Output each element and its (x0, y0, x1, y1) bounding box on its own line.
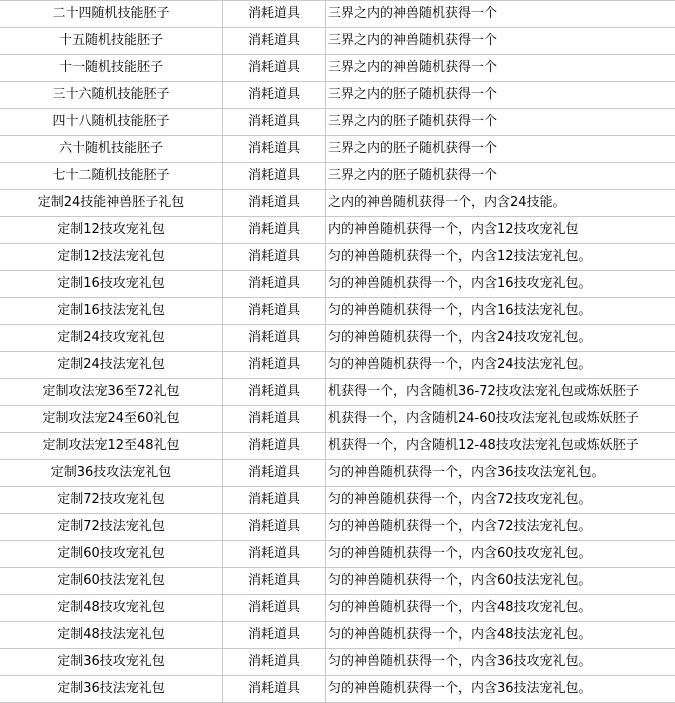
table-row[interactable] (0, 298, 675, 325)
table-row[interactable] (0, 325, 675, 352)
item-type-cell[interactable]: 消耗道具 (223, 433, 326, 460)
item-desc-cell[interactable]: 匀的神兽随机获得一个，内含12技法宠礼包。 (326, 244, 675, 271)
table-row[interactable] (0, 649, 675, 676)
item-desc-cell[interactable]: 三界之内的神兽随机获得一个 (326, 1, 675, 28)
item-desc-cell[interactable]: 三界之内的胚子随机获得一个 (326, 163, 675, 190)
item-desc-cell[interactable]: 匀的神兽随机获得一个，内含24技攻宠礼包。 (326, 325, 675, 352)
item-name-cell[interactable]: 定制24技能神兽胚子礼包 (0, 190, 223, 217)
item-name-cell[interactable]: 定制攻法宠24至60礼包 (0, 406, 223, 433)
item-type-cell[interactable]: 消耗道具 (223, 379, 326, 406)
item-desc-cell[interactable]: 匀的神兽随机获得一个，内含48技攻宠礼包。 (326, 595, 675, 622)
table-row[interactable] (0, 622, 675, 649)
item-desc-cell[interactable]: 三界之内的胚子随机获得一个 (326, 109, 675, 136)
item-desc-cell[interactable]: 机获得一个，内含随机24-60技攻法宠礼包或炼妖胚子 (326, 406, 675, 433)
item-desc-cell[interactable]: 三界之内的神兽随机获得一个 (326, 55, 675, 82)
item-name-cell[interactable]: 定制攻法宠36至72礼包 (0, 379, 223, 406)
item-name-cell[interactable]: 定制12技法宠礼包 (0, 244, 223, 271)
table-row[interactable] (0, 595, 675, 622)
table-row[interactable] (0, 190, 675, 217)
item-desc-cell[interactable]: 三界之内的胚子随机获得一个 (326, 136, 675, 163)
table-row[interactable] (0, 28, 675, 55)
table-row[interactable] (0, 217, 675, 244)
item-type-cell[interactable]: 消耗道具 (223, 568, 326, 595)
item-desc-cell[interactable]: 机获得一个，内含随机12-48技攻法宠礼包或炼妖胚子 (326, 433, 675, 460)
item-type-cell[interactable]: 消耗道具 (223, 460, 326, 487)
item-name-cell[interactable]: 定制36技攻宠礼包 (0, 649, 223, 676)
item-desc-cell[interactable]: 匀的神兽随机获得一个，内含48技法宠礼包。 (326, 622, 675, 649)
item-name-cell[interactable]: 定制48技攻宠礼包 (0, 595, 223, 622)
item-type-cell[interactable]: 消耗道具 (223, 136, 326, 163)
item-desc-cell[interactable]: 匀的神兽随机获得一个，内含24技法宠礼包。 (326, 352, 675, 379)
item-type-cell[interactable]: 消耗道具 (223, 244, 326, 271)
item-type-cell[interactable]: 消耗道具 (223, 28, 326, 55)
item-type-cell[interactable]: 消耗道具 (223, 1, 326, 28)
item-name-cell[interactable]: 定制12技攻宠礼包 (0, 217, 223, 244)
item-desc-cell[interactable]: 内的神兽随机获得一个，内含12技攻宠礼包 (326, 217, 675, 244)
item-name-cell[interactable]: 定制48技法宠礼包 (0, 622, 223, 649)
item-name-cell[interactable]: 二十四随机技能胚子 (0, 1, 223, 28)
item-desc-cell[interactable]: 匀的神兽随机获得一个，内含60技攻宠礼包。 (326, 541, 675, 568)
table-body (0, 1, 675, 703)
table-row[interactable] (0, 1, 675, 28)
item-type-cell[interactable]: 消耗道具 (223, 271, 326, 298)
item-type-cell[interactable]: 消耗道具 (223, 649, 326, 676)
item-name-cell[interactable]: 十一随机技能胚子 (0, 55, 223, 82)
item-name-cell[interactable]: 六十随机技能胚子 (0, 136, 223, 163)
table-row[interactable] (0, 487, 675, 514)
table-row[interactable] (0, 541, 675, 568)
item-desc-cell[interactable]: 匀的神兽随机获得一个，内含36技法宠礼包。 (326, 676, 675, 703)
table-row[interactable] (0, 460, 675, 487)
item-name-cell[interactable]: 定制72技法宠礼包 (0, 514, 223, 541)
item-desc-cell[interactable]: 匀的神兽随机获得一个，内含16技攻宠礼包。 (326, 271, 675, 298)
item-type-cell[interactable]: 消耗道具 (223, 325, 326, 352)
item-type-cell[interactable]: 消耗道具 (223, 487, 326, 514)
item-name-cell[interactable]: 定制16技攻宠礼包 (0, 271, 223, 298)
table-row[interactable] (0, 676, 675, 703)
table-row[interactable] (0, 433, 675, 460)
item-name-cell[interactable]: 定制36技攻法宠礼包 (0, 460, 223, 487)
item-name-cell[interactable]: 定制16技法宠礼包 (0, 298, 223, 325)
item-type-cell[interactable]: 消耗道具 (223, 514, 326, 541)
item-type-cell[interactable]: 消耗道具 (223, 406, 326, 433)
item-name-cell[interactable]: 定制36技法宠礼包 (0, 676, 223, 703)
item-type-cell[interactable]: 消耗道具 (223, 217, 326, 244)
table-row[interactable] (0, 82, 675, 109)
table-row[interactable] (0, 55, 675, 82)
item-name-cell[interactable]: 定制72技攻宠礼包 (0, 487, 223, 514)
item-desc-cell[interactable]: 匀的神兽随机获得一个，内含72技攻宠礼包。 (326, 487, 675, 514)
item-name-cell[interactable]: 三十六随机技能胚子 (0, 82, 223, 109)
item-desc-cell[interactable]: 匀的神兽随机获得一个，内含60技法宠礼包。 (326, 568, 675, 595)
table-row[interactable] (0, 379, 675, 406)
item-type-cell[interactable]: 消耗道具 (223, 676, 326, 703)
item-type-cell[interactable]: 消耗道具 (223, 190, 326, 217)
item-type-cell[interactable]: 消耗道具 (223, 352, 326, 379)
item-desc-cell[interactable]: 匀的神兽随机获得一个，内含36技攻法宠礼包。 (326, 460, 675, 487)
item-desc-cell[interactable]: 匀的神兽随机获得一个，内含36技攻宠礼包。 (326, 649, 675, 676)
item-name-cell[interactable]: 定制24技攻宠礼包 (0, 325, 223, 352)
item-desc-cell[interactable]: 机获得一个，内含随机36-72技攻法宠礼包或炼妖胚子 (326, 379, 675, 406)
item-name-cell[interactable]: 定制24技法宠礼包 (0, 352, 223, 379)
table-row[interactable] (0, 568, 675, 595)
item-type-cell[interactable]: 消耗道具 (223, 163, 326, 190)
item-type-cell[interactable]: 消耗道具 (223, 541, 326, 568)
table-row[interactable] (0, 163, 675, 190)
item-desc-cell[interactable]: 三界之内的神兽随机获得一个 (326, 28, 675, 55)
table-row[interactable] (0, 109, 675, 136)
item-type-cell[interactable]: 消耗道具 (223, 109, 326, 136)
table-row[interactable] (0, 352, 675, 379)
table-row[interactable] (0, 406, 675, 433)
item-desc-cell[interactable]: 匀的神兽随机获得一个，内含16技法宠礼包。 (326, 298, 675, 325)
item-desc-cell[interactable]: 三界之内的胚子随机获得一个 (326, 82, 675, 109)
item-type-cell[interactable]: 消耗道具 (223, 298, 326, 325)
table-row[interactable] (0, 136, 675, 163)
table-row[interactable] (0, 514, 675, 541)
table-row[interactable] (0, 244, 675, 271)
item-type-cell[interactable]: 消耗道具 (223, 55, 326, 82)
item-desc-cell[interactable]: 之内的神兽随机获得一个，内含24技能。 (326, 190, 675, 217)
item-name-cell[interactable]: 七十二随机技能胚子 (0, 163, 223, 190)
item-name-cell[interactable]: 四十八随机技能胚子 (0, 109, 223, 136)
item-type-cell[interactable]: 消耗道具 (223, 82, 326, 109)
item-name-cell[interactable]: 定制60技法宠礼包 (0, 568, 223, 595)
item-name-cell[interactable]: 十五随机技能胚子 (0, 28, 223, 55)
item-desc-cell[interactable]: 匀的神兽随机获得一个，内含72技法宠礼包。 (326, 514, 675, 541)
item-name-cell[interactable]: 定制攻法宠12至48礼包 (0, 433, 223, 460)
table-row[interactable] (0, 271, 675, 298)
item-type-cell[interactable]: 消耗道具 (223, 622, 326, 649)
item-type-cell[interactable]: 消耗道具 (223, 595, 326, 622)
item-name-cell[interactable]: 定制60技攻宠礼包 (0, 541, 223, 568)
